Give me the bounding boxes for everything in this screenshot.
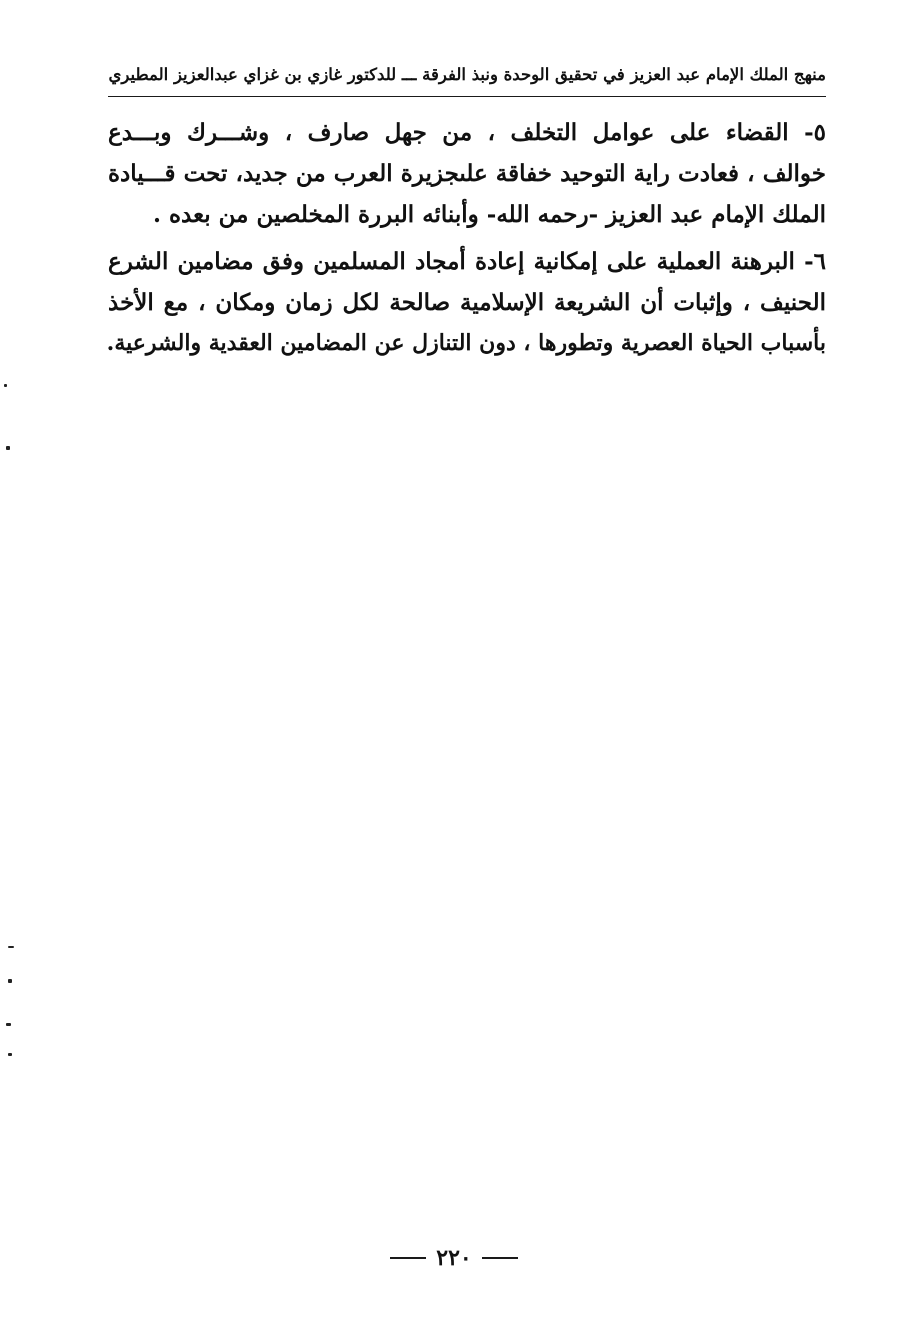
text-line: الحنيف ، وإثبات أن الشريعة الإسلامية صالحة لكل زمان ومكان ، مع الأخذ — [108, 289, 826, 316]
page-number-dash-left — [390, 1257, 426, 1259]
paragraph-item-5 — [108, 112, 826, 235]
body-text — [108, 112, 826, 364]
text-line: خوالف ، فعادت راية التوحيد خفاقة علىجزيرة العرب من جديد، تحت قـــيادة — [108, 160, 826, 187]
page-number-text: ٢٢٠ — [436, 1245, 472, 1271]
page-number — [0, 1238, 908, 1278]
scan-speck — [8, 1053, 12, 1056]
scan-speck — [8, 979, 12, 983]
page-number-dash-right — [482, 1257, 518, 1259]
header-rule — [108, 96, 826, 97]
paragraph-item-6 — [108, 241, 826, 364]
text-line: ٥- القضاء على عوامل التخلف ، من جهل صارف ، وشـــرك وبـــدع — [108, 119, 826, 146]
scan-speck — [6, 446, 10, 450]
scan-speck — [6, 1023, 11, 1026]
text-line: الملك الإمام عبد العزيز -رحمه الله- وأبنائه البررة المخلصين من بعده . — [152, 201, 826, 228]
text-line: بأسباب الحياة العصرية وتطورها ، دون التنازل عن المضامين العقدية والشرعية. — [106, 330, 826, 356]
running-header: منهج الملك الإمام عبد العزيز في تحقيق الوحدة ونبذ الفرقة ـــ للدكتور غازي بن غزاي عبدالعزيز المطيري — [108, 65, 826, 84]
scan-speck — [8, 946, 14, 948]
scan-speck — [4, 384, 7, 387]
text-line: ٦- البرهنة العملية على إمكانية إعادة أمجاد المسلمين وفق مضامين الشرع — [108, 248, 826, 275]
